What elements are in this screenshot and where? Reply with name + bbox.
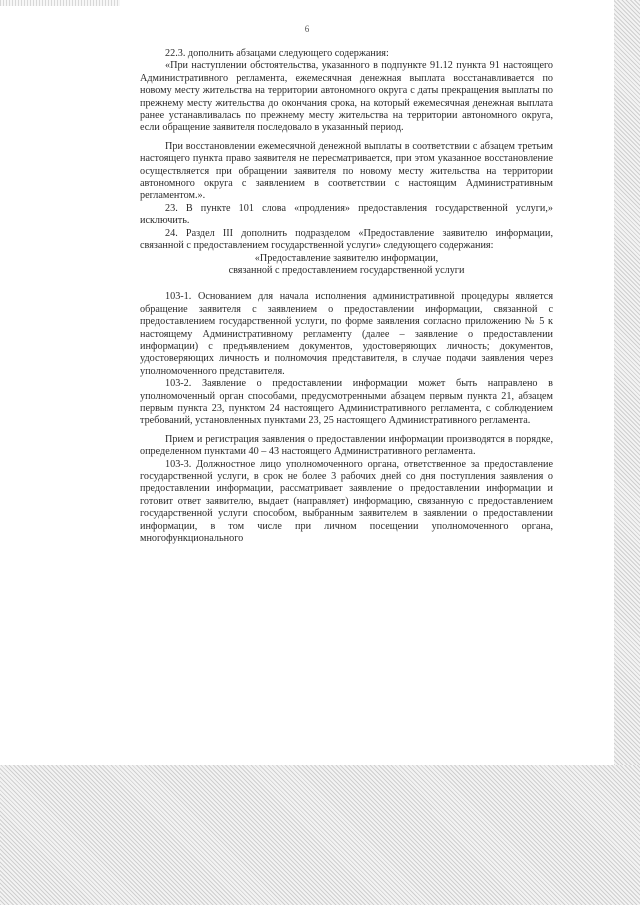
paragraph: 24. Раздел III дополнить подразделом «Предоставление заявителю информации, связанной с предоставлением государственной услуги» следующего содержания:: [140, 227, 553, 252]
paragraph: При восстановлении ежемесячной денежной выплаты в соответствии с абзацем третьим настоящего пункта право заявителя не пересматривается, при этом указанное восстановление осуществляется при обращении заявителя по новому месту жительства на территории автономного округа с заявлением в соответствии с настоящим Административным регламентом.».: [140, 140, 553, 202]
paragraph: «При наступлении обстоятельства, указанного в подпункте 91.12 пункта 91 настоящего Административного регламента, ежемесячная денежная выплата восстанавливается по новому месту жительства на территории автономного округа с даты прекращения выплаты по прежнему месту жительства до окончания срока, на который ежемесячная денежная выплата ранее устанавливалась по прежнему месту жительства на территории автономного округа, если обращение заявителя последовало в указанный период.: [140, 60, 553, 134]
scan-border-bottom: [0, 765, 640, 905]
page-number: 6: [304, 24, 310, 34]
paragraph: Прием и регистрация заявления о предоставлении информации производятся в порядке, определенном пунктами 40 – 43 настоящего Административного регламента.: [140, 433, 553, 458]
paragraph: 23. В пункте 101 слова «продления» предоставления государственной услуги,» исключить.: [140, 202, 553, 227]
paragraph: 103-2. Заявление о предоставлении информации может быть направлено в уполномоченный орган способами, предусмотренными абзацем первым пункта 21, абзацем первым пункта 23, пунктом 24 настоящего Административного регламента, с соблюдением требований, установленных пунктами 23, 25 настоящего Административного регламента.: [140, 378, 553, 427]
section-heading: связанной с предоставлением государственной услуги: [228, 264, 465, 276]
section-heading: «Предоставление заявителю информации,: [254, 252, 439, 264]
paragraph: 103-1. Основанием для начала исполнения административной процедуры является обращение заявителя с заявлением о предоставлении информации, связанной с предоставлением государственной услуги, по форме заявления согласно приложению № 5 к настоящему Административному регламенту (далее – заявление о предоставлении информации) с предъявлением документов, удостоверяющих личность; документов, удостоверяющих личность и полномочия представителя, в случае подачи заявления через уполномоченного представителя.: [140, 291, 553, 377]
document-body: [140, 48, 553, 545]
paragraph: 22.3. дополнить абзацами следующего содержания:: [165, 48, 389, 59]
paragraph: 103-3. Должностное лицо уполномоченного органа, ответственное за предоставление государственной услуги, в срок не более 3 рабочих дней со дня поступления заявления о предоставлении информации, рассматривает заявление о предоставлении информации и готовит ответ заявителю, выдает (направляет) информацию, связанную с предоставлением государственной услуги способом, выбранным заявителем в заявлении о предоставлении информации, в том числе при личном посещении уполномоченного органа, многофункционального: [140, 458, 553, 545]
scan-edge: [0, 0, 120, 6]
